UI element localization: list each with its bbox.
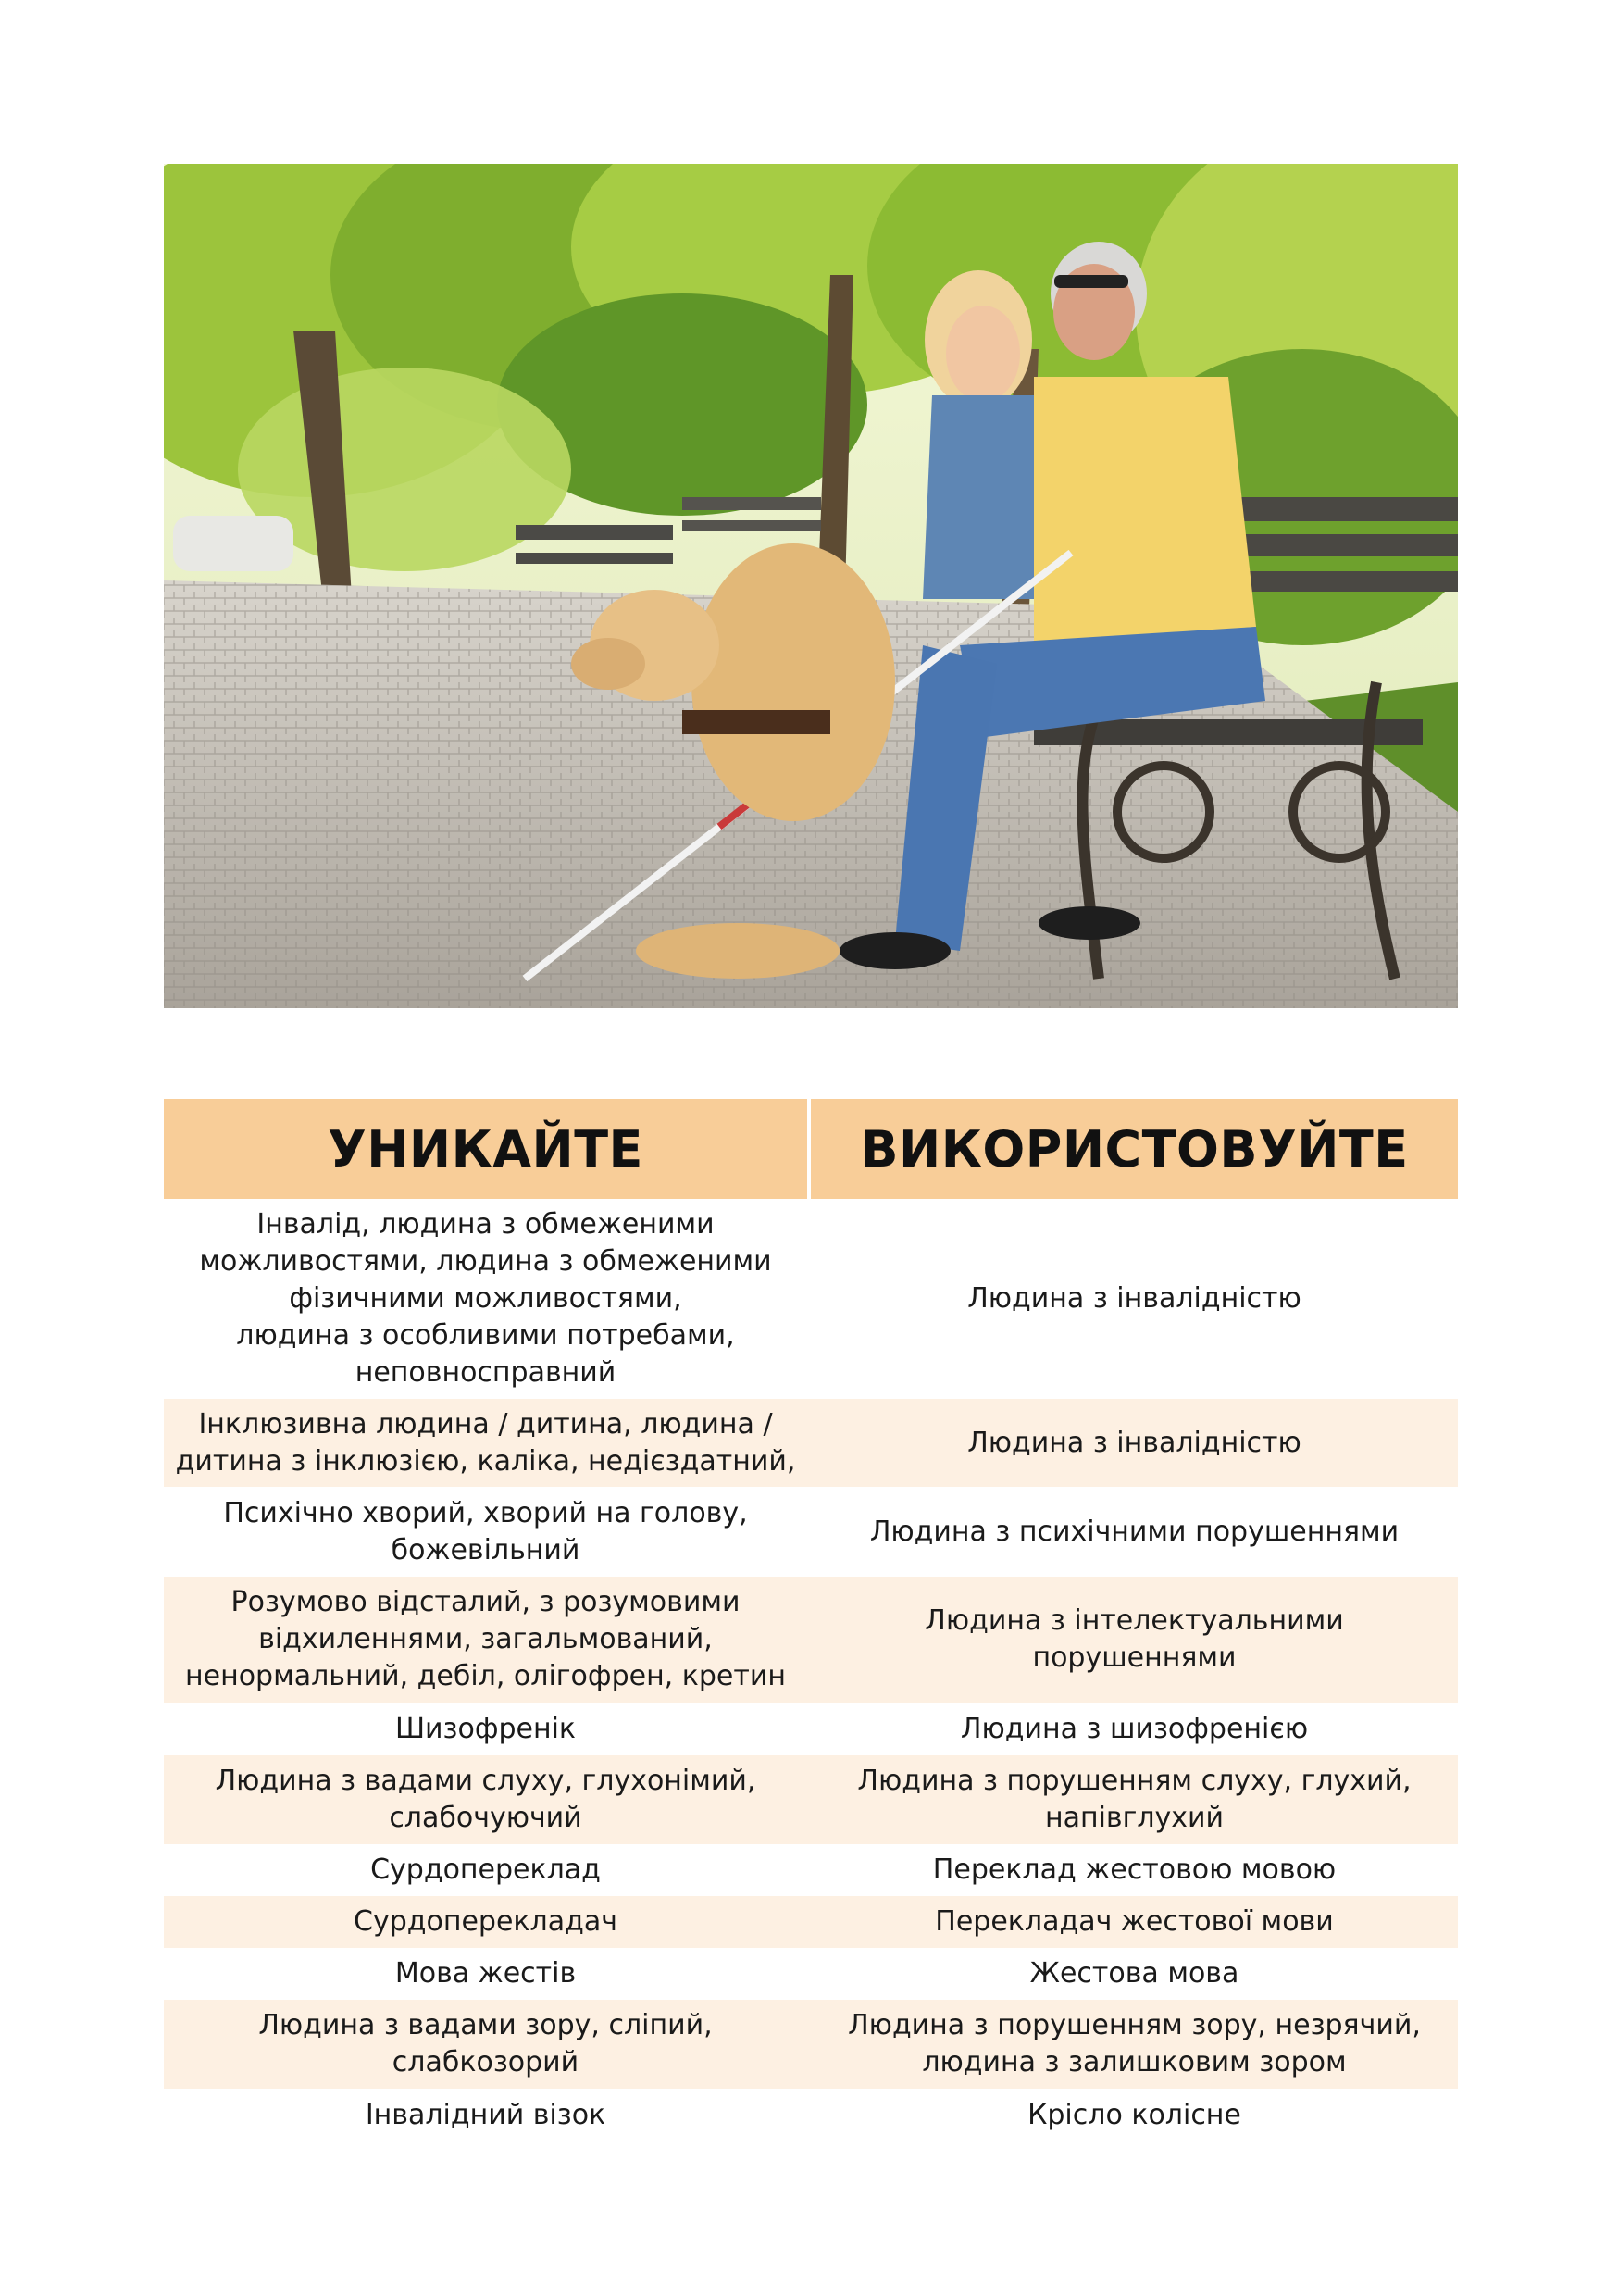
avoid-cell: Розумово відсталий, з розумовими відхиленнями, загальмований, ненормальний, дебіл, олігофрен, кретин <box>185 1586 786 1692</box>
table-row <box>164 1896 1458 1948</box>
use-cell: Людина з психічними порушеннями <box>869 1515 1400 1548</box>
use-cell: Переклад жестовою мовою <box>932 1853 1337 1886</box>
table-header <box>164 1099 1458 1199</box>
avoid-cell: Інвалід, людина з обмеженими можливостями, людина з обмеженими фізичними можливостями, людина з особливими потребами, неповносправний <box>199 1208 772 1389</box>
use-cell: Перекладач жестової мови <box>935 1905 1334 1938</box>
use-cell: Людина з порушенням зору, незрячий, людина з залишковим зором <box>848 2009 1421 2078</box>
table-row <box>164 1399 1458 1487</box>
avoid-cell: Людина з вадами слуху, глухонімий, слабочуючий <box>215 1765 756 1834</box>
use-cell: Людина з шизофренією <box>960 1712 1309 1745</box>
avoid-cell: Сурдоперекладач <box>354 1905 617 1938</box>
header-use: ВИКОРИСТОВУЙТЕ <box>811 1099 1458 1199</box>
table-row <box>164 1948 1458 2000</box>
avoid-cell: Мова жестів <box>394 1957 577 1990</box>
use-cell: Людина з інвалідністю <box>967 1282 1301 1315</box>
avoid-cell: Людина з вадами зору, сліпий, слабкозорий <box>258 2009 713 2078</box>
use-cell: Крісло колісне <box>1027 2099 1241 2131</box>
table-row <box>164 2089 1458 2142</box>
avoid-cell: Шизофренік <box>394 1712 577 1745</box>
avoid-cell: Сурдопереклад <box>370 1853 601 1886</box>
avoid-cell: Психічно хворий, хворий на голову, божевільний <box>223 1496 748 1566</box>
table-row <box>164 1199 1458 1399</box>
avoid-cell: Інклюзивна людина / дитина, людина / дитина з інклюзією, каліка, недієздатний, <box>175 1407 796 1478</box>
table-row <box>164 1755 1458 1844</box>
park-photo <box>164 164 1458 1008</box>
use-cell: Людина з порушенням слуху, глухий, напівглухий <box>857 1765 1412 1834</box>
table-row <box>164 2000 1458 2089</box>
header-avoid: УНИКАЙТЕ <box>164 1099 807 1199</box>
table-row <box>164 1703 1458 1755</box>
use-cell: Жестова мова <box>1029 1957 1239 1990</box>
table-row <box>164 1577 1458 1703</box>
table-row <box>164 1487 1458 1577</box>
terminology-table <box>164 1099 1458 2142</box>
use-cell: Людина з інтелектуальними порушеннями <box>925 1604 1344 1674</box>
table-row <box>164 1844 1458 1896</box>
use-cell: Людина з інвалідністю <box>967 1426 1301 1459</box>
avoid-cell: Інвалідний візок <box>365 2099 606 2131</box>
